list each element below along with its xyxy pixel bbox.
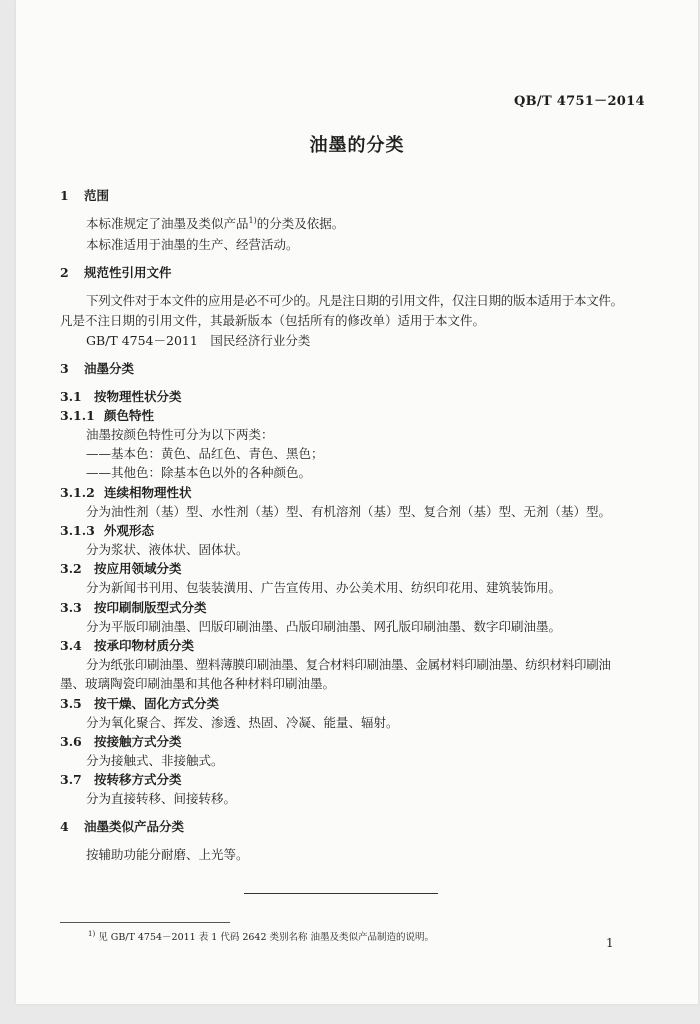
- subsection-title: 按物理性状分类: [94, 389, 182, 404]
- subsection-3-1-3-heading: [60, 521, 154, 539]
- footnote-text: 见 GB/T 4754－2011 表 1 代码 2642 类别名称 油墨及类似产品制造的说明。: [98, 932, 435, 943]
- list-item: ——基本色：黄色、品红色、青色、黑色；: [86, 446, 324, 461]
- subsection-number: 3.1.2: [60, 485, 95, 500]
- section-number: 2: [60, 265, 69, 280]
- footnote-separator: [60, 922, 230, 923]
- section-title: 油墨分类: [84, 361, 135, 376]
- list-item: ——其他色：除基本色以外的各种颜色。: [86, 465, 312, 480]
- subsection-3-5-heading: [60, 694, 219, 712]
- section-title: 规范性引用文件: [84, 265, 172, 280]
- subsection-3-3-heading: [60, 598, 207, 616]
- subsection-3-3-text: 分为平版印刷油墨、凹版印刷油墨、凸版印刷油墨、网孔版印刷油墨、数字印刷油墨。: [86, 619, 562, 634]
- subsection-title: 按应用领域分类: [94, 561, 182, 576]
- section-1-heading: [60, 186, 109, 204]
- section-4-heading: [60, 817, 184, 835]
- subsection-3-7-heading: [60, 770, 182, 788]
- subsection-number: 3.1: [60, 389, 82, 404]
- subsection-title: 按承印物材质分类: [94, 638, 195, 653]
- footnote-marker: 1): [248, 215, 257, 225]
- subsection-3-4-text-line-2: 墨、玻璃陶瓷印刷油墨和其他各种材料印刷油墨。: [60, 676, 336, 691]
- subsection-title: 按干燥、固化方式分类: [94, 696, 220, 711]
- text-fragment: 的分类及依据。: [256, 216, 345, 231]
- subsection-3-4-heading: [60, 636, 194, 654]
- subsection-title: 外观形态: [104, 523, 155, 538]
- subsection-number: 3.2: [60, 561, 82, 576]
- text-fragment: 本标准规定了油墨及类似产品: [86, 216, 249, 231]
- color-intro: 油墨按颜色特性可分为以下两类：: [86, 427, 274, 442]
- subsection-3-1-2-text: 分为油性剂（基）型、水性剂（基）型、有机溶剂（基）型、复合剂（基）型、无剂（基）型。: [86, 504, 612, 519]
- normative-reference: GB/T 4754－2011 国民经济行业分类: [86, 333, 311, 348]
- subsection-3-1-heading: [60, 387, 182, 405]
- subsection-3-4-text-line-1: 分为纸张印刷油墨、塑料薄膜印刷油墨、复合材料印刷油墨、金属材料印刷油墨、纺织材料印刷油: [86, 657, 611, 672]
- subsection-number: 3.4: [60, 638, 82, 653]
- subsection-3-6-text: 分为接触式、非接触式。: [86, 753, 224, 768]
- subsection-number: 3.6: [60, 734, 82, 749]
- subsection-3-7-text: 分为直接转移、间接转移。: [86, 791, 237, 806]
- subsection-number: 3.1.3: [60, 523, 95, 538]
- section-2-heading: [60, 263, 172, 281]
- subsection-3-1-2-heading: [60, 483, 192, 501]
- section-number: 4: [60, 819, 69, 834]
- section-2-paragraph-line-1: 下列文件对于本文件的应用是必不可少的。凡是注日期的引用文件，仅注日期的版本适用于本文件。: [86, 293, 623, 308]
- section-title: 油墨类似产品分类: [84, 819, 185, 834]
- section-4-text: 按辅助功能分耐磨、上光等。: [86, 847, 249, 862]
- subsection-number: 3.3: [60, 600, 82, 615]
- standard-number: QB/T 4751－2014: [514, 94, 645, 109]
- subsection-title: 按转移方式分类: [94, 772, 182, 787]
- subsection-number: 3.1.1: [60, 408, 95, 423]
- section-3-heading: [60, 359, 134, 377]
- subsection-title: 按接触方式分类: [94, 734, 182, 749]
- footnote: [88, 929, 434, 943]
- section-1-paragraph-2: 本标准适用于油墨的生产、经营活动。: [86, 237, 299, 252]
- subsection-3-5-text: 分为氧化聚合、挥发、渗透、热固、冷凝、能量、辐射。: [86, 715, 399, 730]
- subsection-3-1-1-heading: [60, 406, 154, 424]
- section-number: 1: [60, 188, 69, 203]
- subsection-title: 连续相物理性状: [104, 485, 192, 500]
- page-title: 油墨的分类: [309, 135, 405, 156]
- document-page: [16, 0, 698, 1004]
- footnote-marker: 1): [88, 929, 96, 938]
- section-title: 范围: [84, 188, 110, 203]
- subsection-title: 颜色特性: [104, 408, 155, 423]
- section-number: 3: [60, 361, 69, 376]
- end-of-text-rule: [244, 893, 438, 894]
- section-2-paragraph-line-2: 凡是不注日期的引用文件，其最新版本（包括所有的修改单）适用于本文件。: [60, 313, 486, 328]
- subsection-number: 3.5: [60, 696, 82, 711]
- subsection-number: 3.7: [60, 772, 82, 787]
- subsection-title: 按印刷制版型式分类: [94, 600, 207, 615]
- section-1-paragraph-1: [86, 214, 344, 232]
- subsection-3-2-heading: [60, 559, 182, 577]
- subsection-3-6-heading: [60, 732, 182, 750]
- page-number: 1: [606, 936, 614, 950]
- subsection-3-1-3-text: 分为浆状、液体状、固体状。: [86, 542, 249, 557]
- subsection-3-2-text: 分为新闻书刊用、包装装潢用、广告宣传用、办公美术用、纺织印花用、建筑装饰用。: [86, 580, 562, 595]
